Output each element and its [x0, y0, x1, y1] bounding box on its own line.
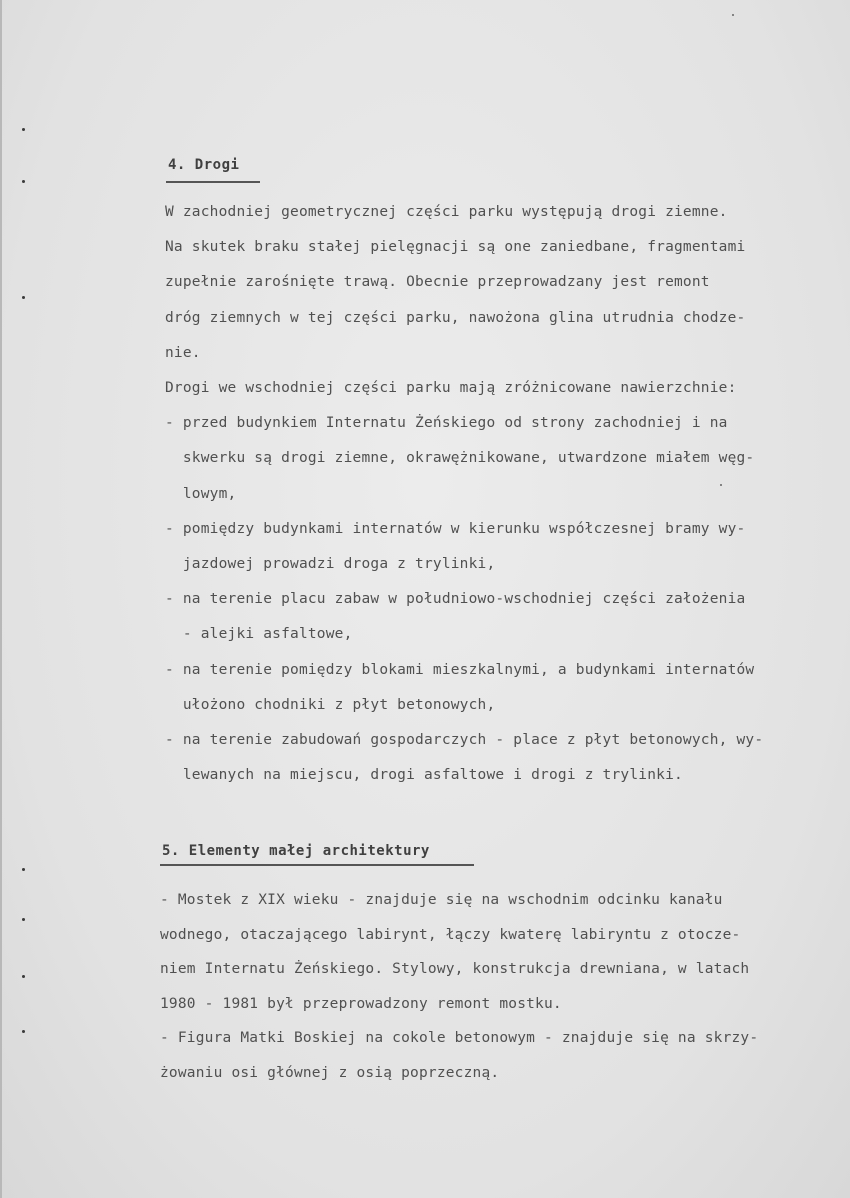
- text-line: wodnego, otaczającego labirynt, łączy kwaterę labiryntu z otocze-: [160, 926, 741, 943]
- punch-hole: [22, 128, 25, 131]
- page-edge: [0, 0, 2, 1198]
- text-line: 1980 - 1981 był przeprowadzony remont mostku.: [160, 995, 562, 1012]
- text-line: niem Internatu Żeńskiego. Stylowy, konstrukcja drewniana, w latach: [160, 961, 750, 978]
- punch-hole: [22, 296, 25, 299]
- section-4-heading: 4. Drogi: [168, 157, 240, 173]
- text-line: żowaniu osi głównej z osią poprzeczną.: [160, 1065, 500, 1081]
- text-line: dróg ziemnych w tej części parku, nawożona glina utrudnia chodze-: [165, 309, 746, 326]
- text-line: - Figura Matki Boskiej na cokole betonowym - znajduje się na skrzy-: [160, 1030, 759, 1047]
- punch-hole: [22, 1030, 25, 1033]
- section-5-body: [160, 892, 840, 1112]
- text-line: lowym,: [165, 485, 237, 502]
- paper-speck: [732, 14, 734, 16]
- text-line: ułożono chodniki z płyt betonowych,: [165, 696, 496, 713]
- text-line: - na terenie zabudowań gospodarczych - place z płyt betonowych, wy-: [165, 732, 764, 748]
- text-line: - na terenie pomiędzy blokami mieszkalnymi, a budynkami internatów: [165, 661, 755, 678]
- text-line: - alejki asfaltowe,: [165, 626, 353, 643]
- text-line: - pomiędzy budynkami internatów w kierunku współczesnej bramy wy-: [165, 520, 746, 537]
- text-line: - Mostek z XIX wieku - znajduje się na wschodnim odcinku kanału: [160, 892, 723, 908]
- text-line: skwerku są drogi ziemne, okrawężnikowane, utwardzone miałem węg-: [165, 450, 755, 467]
- text-line: nie.: [165, 344, 201, 361]
- text-line: Na skutek braku stałej pielęgnacji są one zaniedbane, fragmentami: [165, 239, 746, 256]
- punch-hole: [22, 918, 25, 921]
- section-5-heading: 5. Elementy małej architektury: [162, 843, 430, 859]
- text-line: - na terenie placu zabaw w południowo-wschodniej części założenia: [165, 591, 746, 608]
- text-line: zupełnie zarośnięte trawą. Obecnie przeprowadzany jest remont: [165, 274, 710, 291]
- text-line: jazdowej prowadzi droga z trylinki,: [165, 556, 496, 572]
- section-5-underline: [160, 864, 474, 866]
- text-line: - przed budynkiem Internatu Żeńskiego od strony zachodniej i na: [165, 415, 728, 432]
- punch-hole: [22, 975, 25, 978]
- text-line: lewanych na miejscu, drogi asfaltowe i drogi z trylinki.: [165, 767, 683, 784]
- text-line: Drogi we wschodniej części parku mają zróżnicowane nawierzchnie:: [165, 380, 737, 396]
- punch-hole: [22, 868, 25, 871]
- section-4-underline: [166, 181, 260, 183]
- section-4-body: [165, 204, 845, 804]
- punch-hole: [22, 180, 25, 183]
- text-line: W zachodniej geometrycznej części parku występują drogi ziemne.: [165, 204, 728, 220]
